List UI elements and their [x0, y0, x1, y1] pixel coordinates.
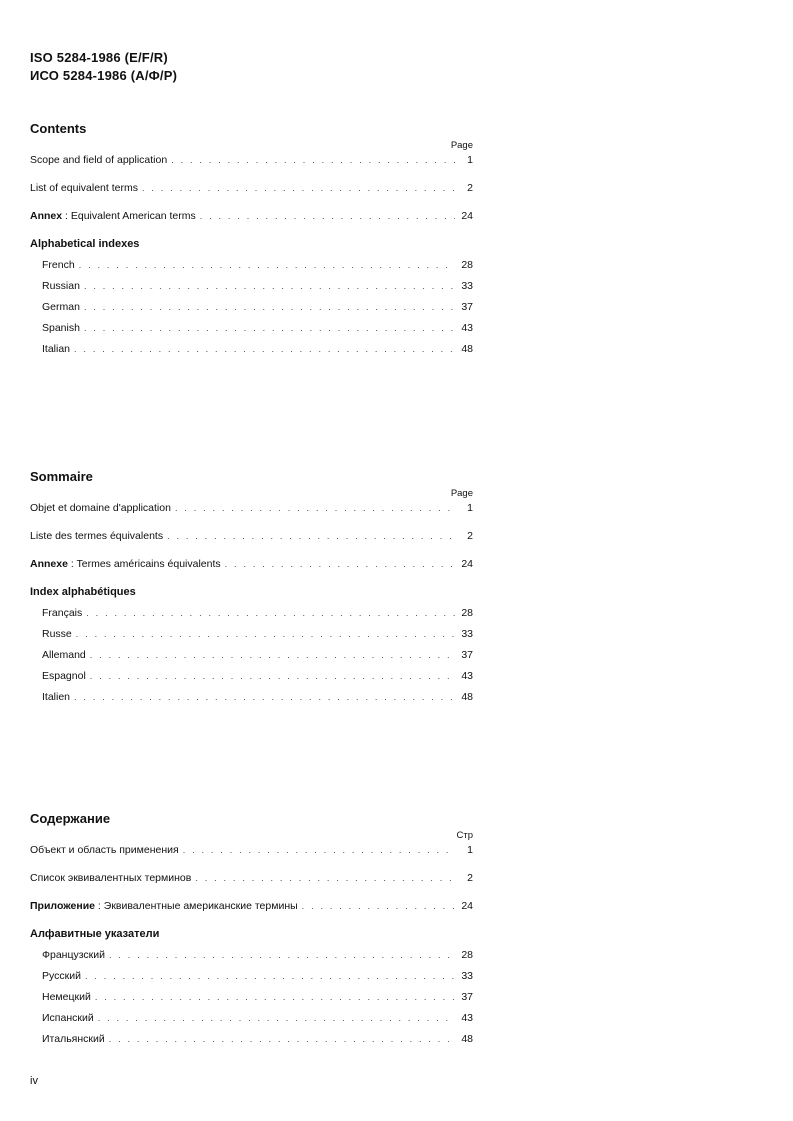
page-column-label: Page — [450, 140, 473, 151]
index-heading: Index alphabétiques — [30, 586, 136, 598]
toc-entry-index[interactable]: Français . . . 28 — [30, 606, 473, 620]
document-id-latin: ISO 5284-1986 (E/F/R) — [30, 50, 168, 65]
toc-entry-terms[interactable]: List of equivalent terms . . . 2 — [30, 181, 473, 195]
toc-entry-scope[interactable]: Scope and field of application . . . 1 — [30, 153, 473, 167]
toc-entry-index[interactable]: Allemand . . . 37 — [30, 648, 473, 662]
toc-entry-index[interactable]: French . . . 28 — [30, 258, 473, 272]
toc-entry-index[interactable]: Французский . . . 28 — [30, 948, 473, 962]
section-title: Содержание — [30, 811, 111, 826]
toc-entry-index[interactable]: Немецкий . . . 37 — [30, 990, 473, 1004]
toc-entry-index[interactable]: Espagnol . . . 43 — [30, 669, 473, 683]
toc-entry-index[interactable]: Spanish . . . 43 — [30, 321, 473, 335]
section-title: Contents — [30, 121, 87, 136]
toc-entry-index[interactable]: Italian . . . 48 — [30, 342, 473, 356]
toc-entry-scope[interactable]: Objet et domaine d'application . . . 1 — [30, 501, 473, 515]
toc-entry-index[interactable]: Испанский . . . 43 — [30, 1011, 473, 1025]
toc-entry-terms[interactable]: Liste des termes équivalents . . . 2 — [30, 529, 473, 543]
contents-section-russian — [30, 811, 473, 1046]
toc-entry-terms[interactable]: Список эквивалентных терминов . . . 2 — [30, 871, 473, 885]
page-column-label: Стр — [456, 830, 473, 841]
page-column-label: Page — [450, 488, 473, 499]
contents-section-english — [30, 121, 473, 356]
document-id-cyrillic: ИСО 5284-1986 (А/Ф/Р) — [30, 68, 178, 83]
toc-entry-annex[interactable]: Annexe : Termes américains équivalents . . . 24 — [30, 557, 473, 571]
toc-entry-annex[interactable]: Приложение : Эквивалентные американские термины . . . 24 — [30, 899, 473, 913]
toc-entry-index[interactable]: Русский . . . 33 — [30, 969, 473, 983]
index-heading: Alphabetical indexes — [30, 238, 140, 250]
contents-section-french — [30, 469, 473, 704]
footer-page-number: iv — [30, 1075, 38, 1087]
toc-entry-index[interactable]: Italien . . . 48 — [30, 690, 473, 704]
toc-entry-index[interactable]: German . . . 37 — [30, 300, 473, 314]
toc-entry-scope[interactable]: Объект и область применения . . . 1 — [30, 843, 473, 857]
index-heading: Алфавитные указатели — [30, 928, 160, 940]
toc-entry-index[interactable]: Russe . . . 33 — [30, 627, 473, 641]
toc-entry-annex[interactable]: Annex : Equivalent American terms . . . 24 — [30, 209, 473, 223]
toc-entry-index[interactable]: Russian . . . 33 — [30, 279, 473, 293]
toc-entry-index[interactable]: Итальянский . . . 48 — [30, 1032, 473, 1046]
section-title: Sommaire — [30, 469, 93, 484]
